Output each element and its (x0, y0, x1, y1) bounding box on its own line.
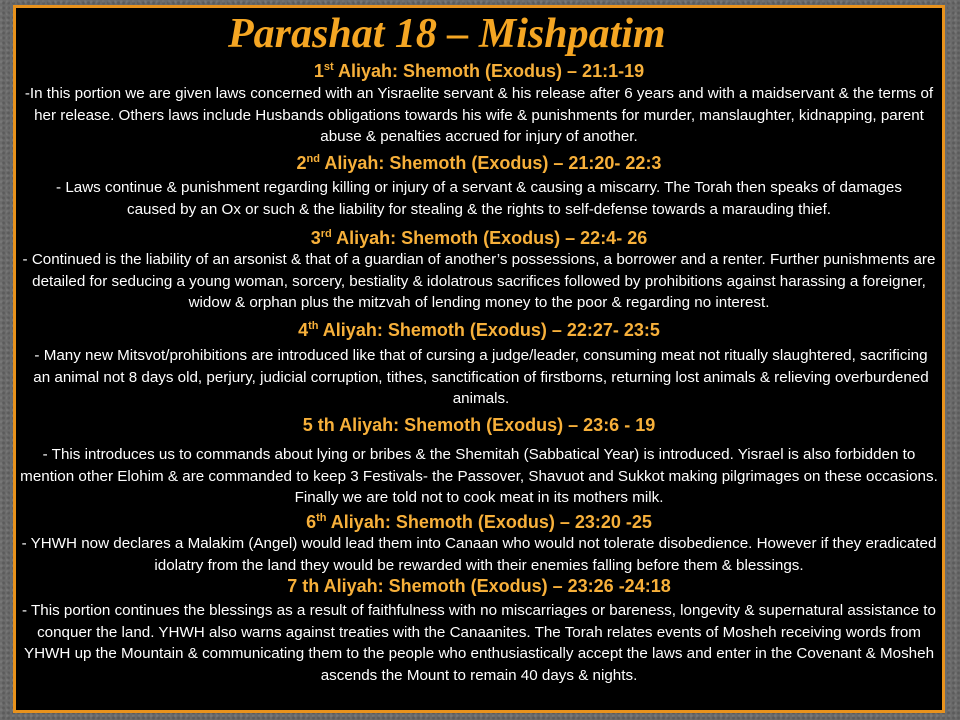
aliyah-suffix: th (308, 320, 319, 332)
aliyah-ref: – 23:20 -25 (554, 512, 652, 532)
aliyah-ordinal: 7 (287, 576, 298, 596)
aliyah-book: (Exodus) (485, 61, 563, 81)
aliyah-book: (Exodus) (477, 512, 555, 532)
aliyah-4-heading (16, 319, 942, 341)
aliyah-label: Aliyah: Shemoth (333, 61, 486, 81)
aliyah-ordinal: 6 (306, 512, 317, 532)
aliyah-ordinal: 3 (310, 228, 321, 248)
aliyah-1-heading (16, 60, 942, 82)
aliyah-label: th Aliyah: Shemoth (297, 576, 471, 596)
aliyah-1-text: -In this portion we are given laws concerned with an Yisraelite servant & his release after 6 years and with a maidservant & the terms of her release. Others laws include Husbands obligations towards his wife & punishments for murder, manslaughter, kidnapping, parent abuse & penalties accrued for injury of another. (24, 85, 934, 145)
aliyah-5-heading (16, 414, 942, 436)
aliyah-book: (Exodus) (486, 415, 564, 435)
aliyah-4-text: - Many new Mitsvot/prohibitions are introduced like that of cursing a judge/leader, consuming meat not ritually slaughtered, sacrificing an animal not 8 days old, perjury, judicial corruption, tithes, sanctification of firstborns, returning lost animals & relieving overburdened animals. (33, 347, 929, 407)
aliyah-suffix: nd (306, 153, 320, 165)
aliyah-2-heading (16, 152, 942, 174)
aliyah-ordinal: 2 (296, 153, 307, 173)
aliyah-7-text: - This portion continues the blessings as a result of faithfulness with no miscarriages or bareness, longevity & supernatural assistance to conquer the land. YHWH also warns against treaties with the Canaanites. The Torah relates events of Mosheh receiving words from YHWH up the Mountain & communicating them to the people who enthusiastically accept the laws and enter in the Covenant & Mosheh ascends the Mount to remain 40 days & nights. (22, 602, 936, 684)
aliyah-ordinal: 5 (302, 415, 313, 435)
aliyah-book: (Exodus) (470, 576, 548, 596)
aliyah-ref: – 23:26 -24:18 (547, 576, 671, 596)
aliyah-7-heading (16, 575, 942, 597)
aliyah-ref: – 21:20- 22:3 (548, 153, 662, 173)
aliyah-3-text: - Continued is the liability of an arsonist & that of a guardian of another’s possessions, a borrower and a renter. Further punishments are detailed for seducing a young woman, sorcery, bestiality & idolatrous sacrifices followed by prohibitions against harassing a foreigner, widow & orphan plus the mitzvah of lending money to the poor & regarding no interest. (22, 251, 936, 311)
aliyah-suffix: rd (320, 228, 332, 240)
aliyah-ref: – 23:6 - 19 (563, 415, 656, 435)
aliyah-label: Aliyah: Shemoth (331, 228, 484, 248)
aliyah-ref: – 22:4- 26 (560, 228, 648, 248)
aliyah-ref: – 21:1-19 (562, 61, 645, 81)
aliyah-label: th Aliyah: Shemoth (312, 415, 487, 435)
aliyah-book: (Exodus) (469, 320, 547, 340)
aliyah-ref: – 22:27- 23:5 (546, 320, 660, 340)
aliyah-5-text: - This introduces us to commands about lying or bribes & the Shemitah (Sabbatical Year) is introduced. Yisrael is also forbidden to mention other Elohim & are commanded to keep 3 Festivals- the Passover, Shavuot and Sukkot making pilgrimages on these occasions. Finally we are told not to cook meat in its mothers milk. (20, 446, 938, 506)
slide (13, 5, 945, 713)
aliyah-ordinal: 1 (313, 61, 324, 81)
aliyah-suffix: st (323, 61, 334, 73)
aliyah-label: Aliyah: Shemoth (318, 320, 470, 340)
aliyah-6-heading (16, 511, 942, 533)
aliyah-2-text: - Laws continue & punishment regarding killing or injury of a servant & causing a miscarry. The Torah then speaks of damages caused by an Ox or such & the liability for stealing & the rights to self-defense towards a marauding thief. (56, 179, 902, 218)
aliyah-book: (Exodus) (471, 153, 549, 173)
aliyah-ordinal: 4 (298, 320, 309, 340)
aliyah-label: Aliyah: Shemoth (320, 153, 472, 173)
aliyah-book: (Exodus) (483, 228, 561, 248)
aliyah-suffix: th (316, 512, 327, 524)
page-title: Parashat 18 – Mishpatim (228, 11, 666, 57)
aliyah-6-text: - YHWH now declares a Malakim (Angel) would lead them into Canaan who would not tolerate disobedience. However if they eradicated idolatry from the land they would be rewarded with their enemies falling before them & blessings. (21, 535, 937, 574)
aliyah-3-heading (16, 227, 942, 249)
aliyah-label: Aliyah: Shemoth (326, 512, 478, 532)
